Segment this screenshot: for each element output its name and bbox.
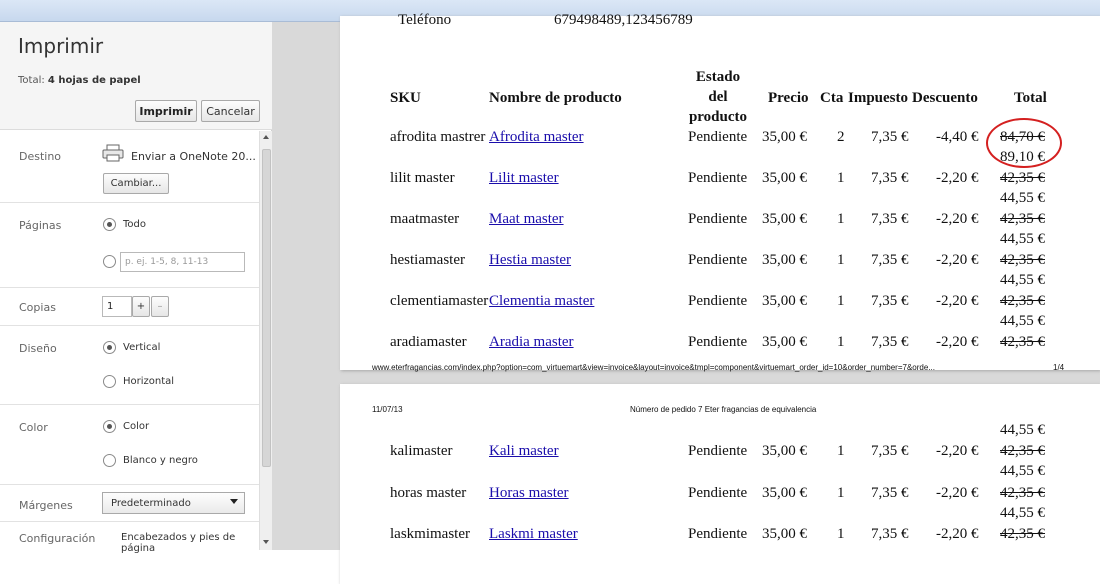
row-status: Pendiente <box>688 211 748 227</box>
config-row <box>0 522 259 552</box>
col-header-discount: Descuento <box>912 90 978 106</box>
row-sku: kalimaster <box>390 443 453 459</box>
row-old-total: 42,35 € <box>1000 334 1045 350</box>
color-bw-label: Blanco y negro <box>123 455 198 466</box>
print-preview-area <box>272 12 1100 550</box>
row-sku: clementiamaster <box>390 293 489 309</box>
pages-range-input[interactable]: p. ej. 1-5, 8, 11-13 <box>120 252 245 272</box>
row-sku: aradiamaster <box>390 334 467 350</box>
destination-value: Enviar a OneNote 20... <box>131 150 256 163</box>
row-discount: -2,20 € <box>936 170 979 186</box>
col-header-tax: Impuesto <box>848 90 909 106</box>
col-header-price: Precio <box>768 90 809 106</box>
change-destination-button[interactable]: Cambiar... <box>103 173 169 194</box>
row-discount: -2,20 € <box>936 293 979 309</box>
col-header-name: Nombre de producto <box>489 90 622 106</box>
preview-page-2 <box>340 384 1100 584</box>
pages-range-radio[interactable] <box>103 255 116 268</box>
print-settings-panel <box>0 22 272 554</box>
row-tax: 7,35 € <box>871 129 909 145</box>
row-price: 35,00 € <box>762 443 807 459</box>
row-price: 35,00 € <box>762 485 807 501</box>
row-sku: maatmaster <box>390 211 460 227</box>
product-link[interactable]: Afrodita master <box>489 129 584 145</box>
phone-label: Teléfono <box>398 12 452 28</box>
destination-row <box>0 131 259 203</box>
row-tax: 7,35 € <box>871 485 909 501</box>
page-date: 11/07/13 <box>372 405 403 414</box>
row-sku: lilit master <box>390 170 455 186</box>
row-price: 35,00 € <box>762 334 807 350</box>
row-qty: 1 <box>837 252 845 268</box>
copies-minus-button[interactable]: – <box>151 296 169 317</box>
scrollbar-thumb[interactable] <box>262 149 271 467</box>
row-tax: 7,35 € <box>871 293 909 309</box>
row-status: Pendiente <box>688 252 748 268</box>
pages-all-label: Todo <box>123 219 146 230</box>
row-status: Pendiente <box>688 443 748 459</box>
row-new-total: 44,55 € <box>1000 463 1045 479</box>
scroll-up-icon[interactable] <box>263 135 269 139</box>
row-price: 35,00 € <box>762 252 807 268</box>
product-link[interactable]: Laskmi master <box>489 526 578 542</box>
row-old-total: 84,70 € <box>1000 129 1045 145</box>
product-link[interactable]: Hestia master <box>489 252 572 268</box>
product-link[interactable]: Clementia master <box>489 293 595 309</box>
product-link[interactable]: Horas master <box>489 485 569 501</box>
row-tax: 7,35 € <box>871 211 909 227</box>
color-color-label: Color <box>123 421 150 432</box>
col-header-sku: SKU <box>390 90 421 106</box>
row-old-total: 42,35 € <box>1000 170 1045 186</box>
row-price: 35,00 € <box>762 526 807 542</box>
row-discount: -2,20 € <box>936 334 979 350</box>
product-link[interactable]: Kali master <box>489 443 559 459</box>
row-old-total: 42,35 € <box>1000 252 1045 268</box>
row-status: Pendiente <box>688 293 748 309</box>
config-value: Encabezados y pies de página <box>121 532 236 554</box>
margins-row <box>0 485 259 522</box>
row-new-total: 44,55 € <box>1000 272 1045 288</box>
color-bw-radio[interactable] <box>103 454 116 467</box>
layout-vertical-label: Vertical <box>123 342 161 353</box>
row-status: Pendiente <box>688 129 748 145</box>
col-header-status: Estado del producto <box>688 69 748 125</box>
row-discount: -2,20 € <box>936 211 979 227</box>
row-tax: 7,35 € <box>871 170 909 186</box>
preview-page-1 <box>340 12 1100 372</box>
row-new-total: 89,10 € <box>1000 149 1045 165</box>
copies-row <box>0 288 259 326</box>
row-new-total: 44,55 € <box>1000 505 1045 521</box>
pages-row <box>0 203 259 288</box>
total-sheets: Total: 4 hojas de papel <box>18 75 141 86</box>
row-discount: -2,20 € <box>936 526 979 542</box>
row-old-total: 42,35 € <box>1000 211 1045 227</box>
row-old-total: 42,35 € <box>1000 443 1045 459</box>
color-label: Color <box>19 421 48 434</box>
product-link[interactable]: Aradia master <box>489 334 574 350</box>
row-old-total: 42,35 € <box>1000 526 1045 542</box>
row-tax: 7,35 € <box>871 252 909 268</box>
row-new-total: 44,55 € <box>1000 190 1045 206</box>
page-number: 1/4 <box>1053 363 1065 372</box>
row-discount: -2,20 € <box>936 443 979 459</box>
row-status: Pendiente <box>688 485 748 501</box>
margins-select[interactable] <box>102 492 245 514</box>
row-sku: horas master <box>390 485 467 501</box>
row-qty: 1 <box>837 293 845 309</box>
row-qty: 1 <box>837 334 845 350</box>
row-sku: afrodita mastrer <box>390 129 486 145</box>
pages-all-radio[interactable] <box>103 218 116 231</box>
row-status: Pendiente <box>688 170 748 186</box>
copies-plus-button[interactable]: + <box>132 296 150 317</box>
row-qty: 1 <box>837 485 845 501</box>
settings-scrollbar[interactable] <box>259 131 272 550</box>
row-price: 35,00 € <box>762 293 807 309</box>
layout-vertical-radio[interactable] <box>103 341 116 354</box>
row-price: 35,00 € <box>762 170 807 186</box>
annotation-circle <box>986 118 1062 168</box>
product-link[interactable]: Maat master <box>489 211 564 227</box>
col-header-total: Total <box>1014 90 1047 106</box>
layout-row <box>0 326 259 405</box>
row-old-total: 42,35 € <box>1000 293 1045 309</box>
row-price: 35,00 € <box>762 211 807 227</box>
color-row <box>0 405 259 485</box>
pages-label: Páginas <box>19 219 62 232</box>
page-header-title: Número de pedido 7 Eter fragancias de equivalencia <box>630 405 817 414</box>
row-sku: laskmimaster <box>390 526 470 542</box>
col-header-qty: Cta <box>820 90 844 106</box>
destination-label: Destino <box>19 150 62 163</box>
row-discount: -4,40 € <box>936 129 979 145</box>
chevron-down-icon <box>230 499 238 504</box>
print-panel-header <box>0 22 272 130</box>
row-new-total: 44,55 € <box>1000 313 1045 329</box>
layout-label: Diseño <box>19 342 57 355</box>
copies-input[interactable]: 1 <box>102 296 132 317</box>
row-qty: 1 <box>837 170 845 186</box>
row-sku: hestiamaster <box>390 252 465 268</box>
row-new-total: 44,55 € <box>1000 231 1045 247</box>
row-discount: -2,20 € <box>936 252 979 268</box>
product-link[interactable]: Lilit master <box>489 170 559 186</box>
phone-value: 679498489,123456789 <box>554 12 693 28</box>
row-price: 35,00 € <box>762 129 807 145</box>
row-qty: 1 <box>837 211 845 227</box>
print-title: Imprimir <box>18 34 104 58</box>
color-color-radio[interactable] <box>103 420 116 433</box>
row-discount: -2,20 € <box>936 485 979 501</box>
carry-total: 44,55 € <box>1000 422 1045 438</box>
scroll-down-icon[interactable] <box>263 540 269 544</box>
row-status: Pendiente <box>688 334 748 350</box>
copies-label: Copias <box>19 301 56 314</box>
print-button[interactable]: Imprimir <box>135 100 197 122</box>
footer-url: www.eterfragancias.com/index.php?option=com_virtuemart&view=invoice&layout=invoice&tmpl=component&virtuemart_order_id=10&order_number=7&orde... <box>372 363 935 372</box>
layout-horizontal-label: Horizontal <box>123 376 175 387</box>
settings-list <box>0 131 259 552</box>
row-qty: 1 <box>837 526 845 542</box>
config-label: Configuración <box>19 532 96 545</box>
layout-horizontal-radio[interactable] <box>103 375 116 388</box>
margins-label: Márgenes <box>19 499 73 512</box>
printer-icon <box>102 144 124 162</box>
row-old-total: 42,35 € <box>1000 485 1045 501</box>
row-tax: 7,35 € <box>871 526 909 542</box>
row-qty: 1 <box>837 443 845 459</box>
row-qty: 2 <box>837 129 845 145</box>
cancel-button[interactable]: Cancelar <box>201 100 260 122</box>
row-tax: 7,35 € <box>871 334 909 350</box>
row-tax: 7,35 € <box>871 443 909 459</box>
row-status: Pendiente <box>688 526 748 542</box>
margins-select-value: Predeterminado <box>111 497 191 509</box>
